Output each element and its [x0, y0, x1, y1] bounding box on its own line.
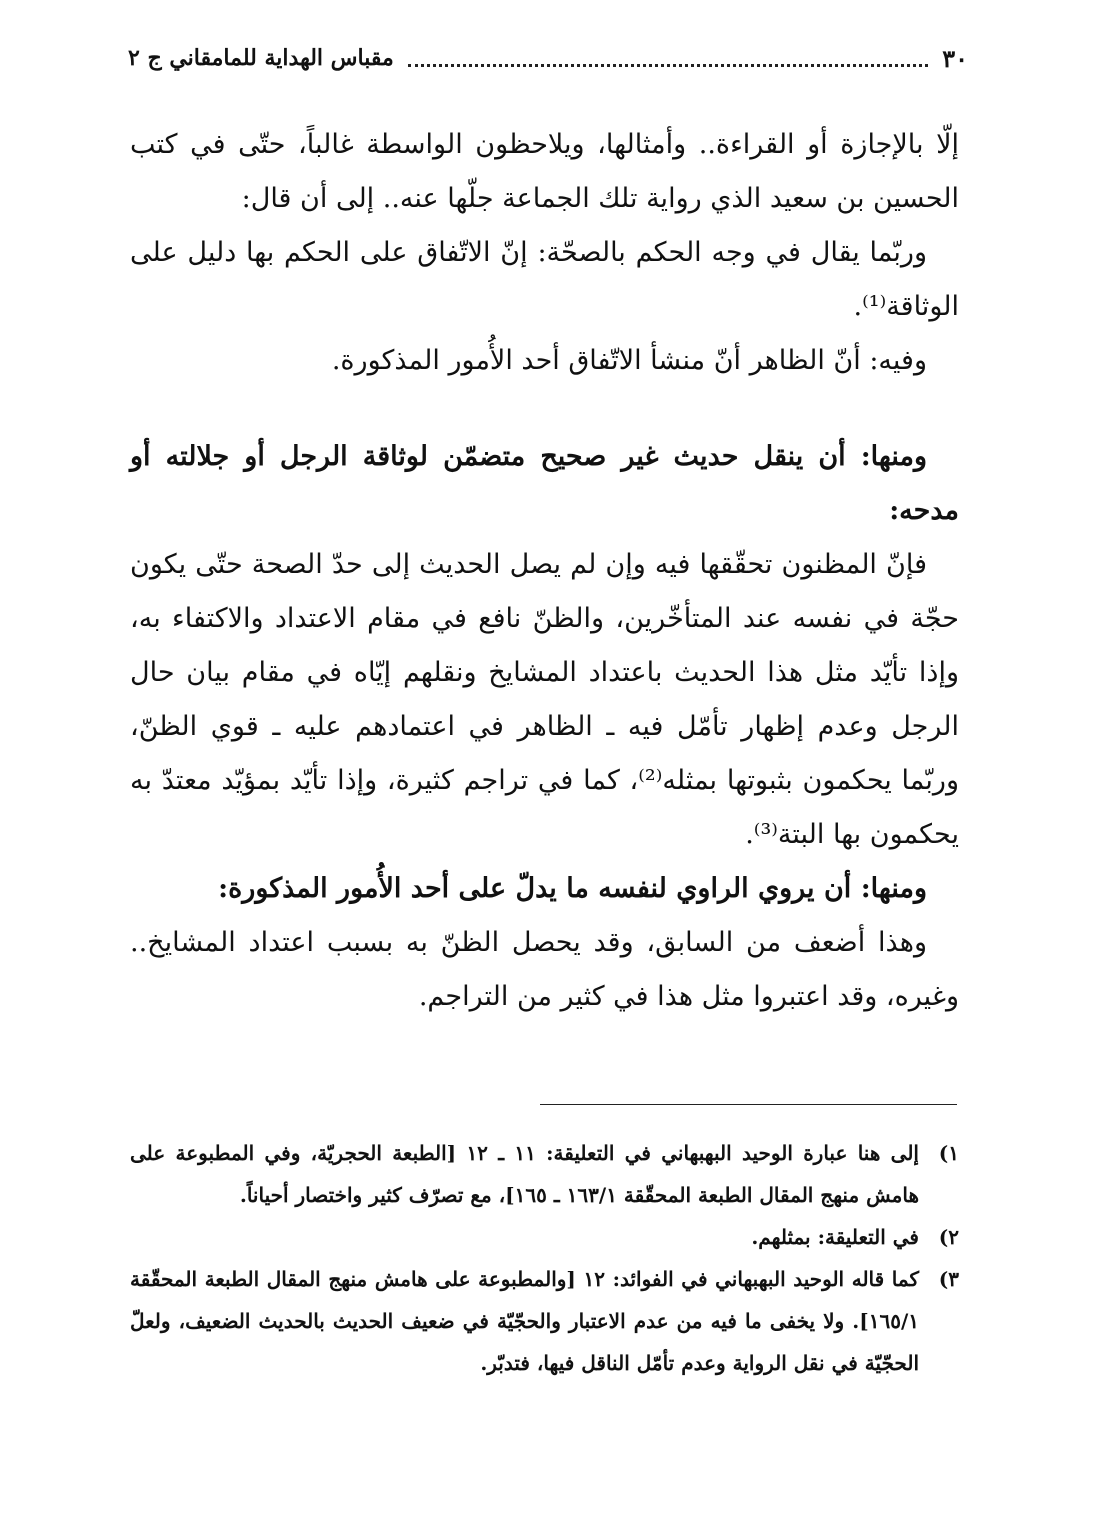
footnote-text: في التعليقة: بمثلهم. — [751, 1225, 919, 1249]
running-title: مقباس الهداية للمامقاني ج ٢ — [128, 45, 394, 71]
footnote — [130, 1216, 959, 1258]
footnote-number: ٢) — [938, 1225, 959, 1249]
footnote-text: إلى هنا عبارة الوحيد البهبهاني في التعليقة: ١١ ـ ١٢ [الطبعة الحجريّة، وفي المطبوعة على هامش منهج المقال الطبعة المحقّقة ١٦٣/١ ـ ١٦٥]، مع تصرّف كثير واختصار أحياناً. — [130, 1141, 919, 1207]
paragraph: فإنّ المظنون تحقّقها فيه وإن لم يصل الحديث إلى حدّ الصحة حتّى يكون حجّة في نفسه عند المتأخّرين، والظنّ نافع في مقام الاعتداد والاكتفاء به، وإذا تأيّد مثل هذا الحديث باعتداد المشايخ ونقلهم إيّاه في مقام بيان حال الرجل وعدم إظهار تأمّل فيه ـ الظاهر في اعتمادهم عليه ـ قوي الظنّ، وربّما يحكمون بثبوتها بمثله⁽²⁾، كما في تراجم كثيرة، وإذا تأيّد بمؤيّد معتدّ به يحكمون بها البتة⁽³⁾. — [130, 549, 959, 850]
footnote — [130, 1258, 959, 1384]
section-gap — [130, 388, 959, 430]
main-text — [130, 118, 959, 1024]
footnote — [130, 1132, 959, 1216]
footnote-number: ٣) — [938, 1267, 959, 1291]
paragraph: وربّما يقال في وجه الحكم بالصحّة: إنّ الاتّفاق على الحكم بها دليل على الوثاقة⁽¹⁾. — [130, 237, 959, 322]
page-number: ٣٠ — [942, 43, 968, 73]
paragraph: وهذا أضعف من السابق، وقد يحصل الظنّ به بسبب اعتداد المشايخ.. وغيره، وقد اعتبروا مثل هذا في كثير من التراجم. — [130, 927, 959, 1012]
header-dotted-leader — [408, 50, 928, 67]
footnote-text: كما قاله الوحيد البهبهاني في الفوائد: ١٢ [والمطبوعة على هامش منهج المقال الطبعة المحقّقة ١٦٥/١]. ولا يخفى ما فيه من عدم الاعتبار والحجّيّة في ضعيف الحديث بالحديث الضعيف، ولعلّ الحجّيّة في نقل الرواية وعدم تأمّل الناقل فيها، فتدبّر. — [130, 1267, 919, 1375]
paragraph: إلّا بالإجازة أو القراءة.. وأمثالها، ويلاحظون الواسطة غالباً، حتّى في كتب الحسين بن سعيد الذي رواية تلك الجماعة جلّها عنه.. إلى أن قال: — [130, 129, 959, 214]
section-heading: ومنها: أن ينقل حديث غير صحيح متضمّن لوثاقة الرجل أو جلالته أو مدحه: — [130, 441, 959, 526]
paragraph: وفيه: أنّ الظاهر أنّ منشأ الاتّفاق أحد الأُمور المذكورة. — [331, 345, 927, 376]
section-heading: ومنها: أن يروي الراوي لنفسه ما يدلّ على أحد الأُمور المذكورة: — [218, 873, 927, 904]
footnote-separator — [540, 1104, 957, 1105]
footnotes — [130, 1132, 959, 1384]
page-header — [128, 38, 968, 78]
footnote-number: ١) — [938, 1141, 959, 1165]
